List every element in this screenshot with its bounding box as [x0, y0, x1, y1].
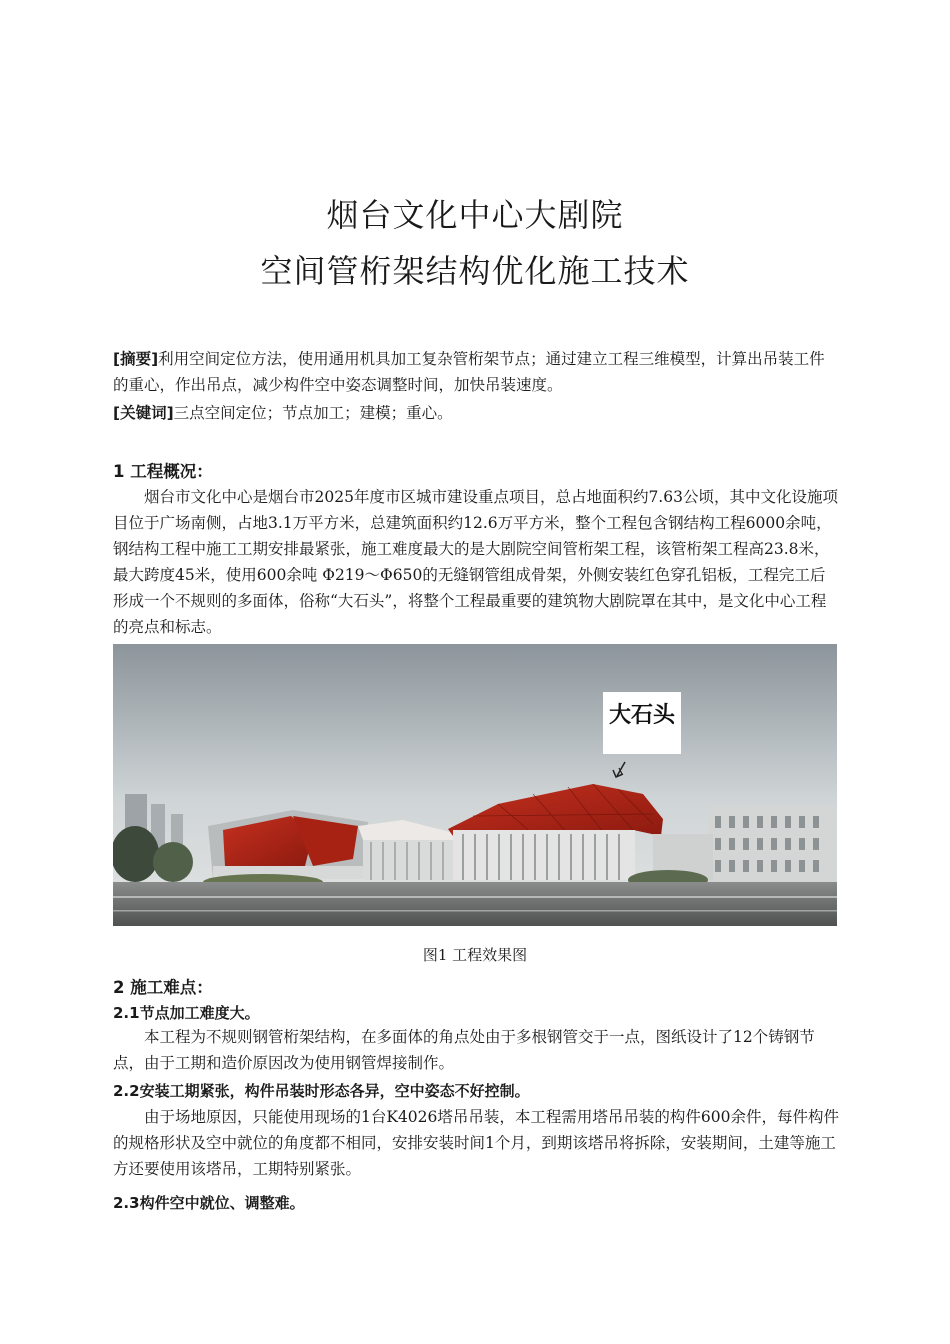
section2-heading: 2 施工难点：	[113, 978, 213, 997]
keywords-tag: [关键词]	[113, 404, 174, 422]
figure-label: 大石头	[608, 703, 676, 728]
document-title-line2: 空间管桁架结构优化施工技术	[260, 252, 690, 290]
project-rendering-image	[113, 644, 837, 926]
section2-3-heading: 2.3构件空中就位、调整难。	[113, 1194, 305, 1212]
abstract	[113, 346, 840, 398]
abstract-text: 利用空间定位方法，使用通用机具加工复杂管桁架节点；通过建立工程三维模型，计算出吊装工件的重心，作出吊点，减少构件空中姿态调整时间，加快吊装速度。	[113, 350, 825, 394]
keywords-text: 三点空间定位；节点加工；建模；重心。	[173, 404, 453, 422]
figure-caption: 图1 工程效果图	[422, 946, 528, 964]
document-title-line1: 烟台文化中心大剧院	[326, 196, 624, 234]
abstract-tag: [摘要]	[113, 350, 159, 368]
section2-2-heading: 2.2安装工期紧张，构件吊装时形态各异，空中姿态不好控制。	[113, 1082, 530, 1100]
section1-body: 烟台市文化中心是烟台市2025年度市区城市建设重点项目，总占地面积约7.63公顷，其中文化设施项目位于广场南侧，占地3.1万平方米，总建筑面积约12.6万平方米，整个工程包含钢结构工程6000余吨，钢结构工程中施工工期安排最紧张，施工难度最大的是大剧院空间管桁架工程，该管桁架工程高23.8米，最大跨度45米，使用600余吨 Φ219～Φ650的无缝钢管组成骨架，外侧安装红色穿孔铝板，工程完工后形成一个不规则的多面体，俗称“大石头”，将整个工程最重要的建筑物大剧院罩在其中，是文化中心工程的亮点和标志。	[113, 488, 838, 636]
section2-1-body: 本工程为不规则钢管桁架结构，在多面体的角点处由于多根钢管交于一点，图纸设计了12个铸钢节点，由于工期和造价原因改为使用钢管焊接制作。	[113, 1028, 815, 1072]
section1-heading: 1 工程概况：	[113, 462, 213, 481]
keywords	[113, 400, 840, 426]
section2-2-body: 由于场地原因，只能使用现场的1台K4026塔吊吊装，本工程需用塔吊吊装的构件600余件，每件构件的规格形状及空中就位的角度都不相同，安排安装时间1个月，到期该塔吊将拆除，安装期间，土建等施工方还要使用该塔吊，工期特别紧张。	[113, 1108, 839, 1178]
section2-1-heading: 2.1节点加工难度大。	[113, 1004, 260, 1022]
